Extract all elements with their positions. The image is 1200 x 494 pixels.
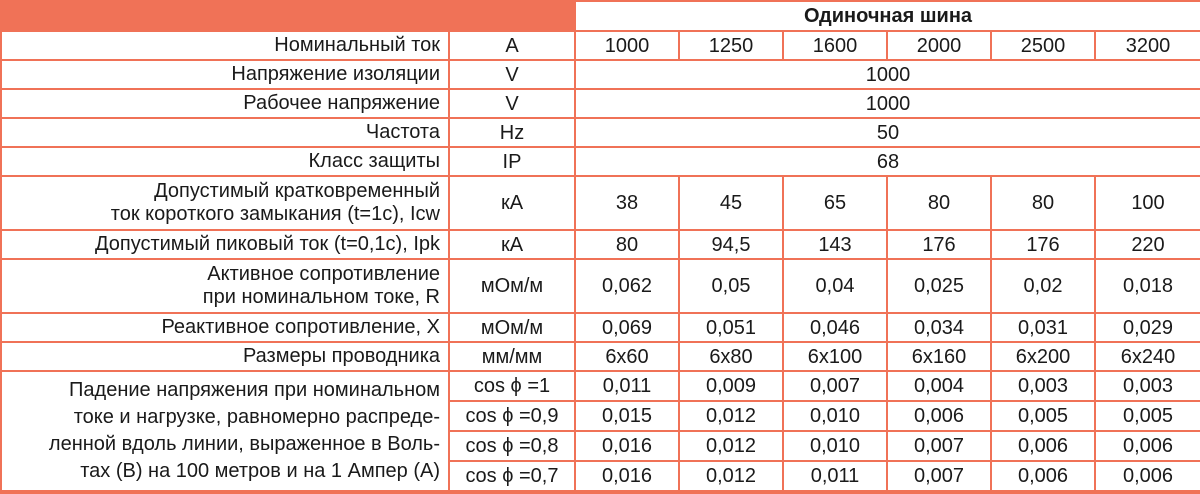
param-label: Рабочее напряжение	[1, 89, 449, 118]
value-cell: 0,010	[783, 401, 887, 431]
value-cell: 0,04	[783, 259, 887, 313]
voltage-drop-label-line: тах (В) на 100 метров и на 1 Ампер (А)	[80, 460, 440, 482]
value-cell: 0,006	[1095, 431, 1200, 461]
voltage-drop-row	[1, 371, 1200, 401]
unit-cell: IP	[449, 147, 575, 176]
value-cell: 0,016	[575, 431, 679, 461]
param-label-line: Активное сопротивление	[207, 263, 440, 285]
param-label: Реактивное сопротивление, X	[1, 313, 449, 342]
value-cell: 65	[783, 176, 887, 230]
voltage-drop-label-line: ленной вдоль линии, выраженное в Воль-	[48, 433, 440, 455]
param-label: Допустимый пиковый ток (t=0,1c), Ipk	[1, 230, 449, 259]
unit-cell: Hz	[449, 118, 575, 147]
value-cell: 0,012	[679, 401, 783, 431]
value-cell: 0,012	[679, 461, 783, 491]
cos-phi-cell: cos ϕ =0,9	[449, 401, 575, 431]
merged-value-cell: 50	[575, 118, 1200, 147]
value-cell: 2500	[991, 31, 1095, 60]
table-row	[1, 259, 1200, 313]
value-cell: 0,005	[991, 401, 1095, 431]
value-cell: 0,034	[887, 313, 991, 342]
value-cell: 0,011	[783, 461, 887, 491]
value-cell: 6x200	[991, 342, 1095, 371]
table-row	[1, 118, 1200, 147]
value-cell: 176	[991, 230, 1095, 259]
value-cell: 0,069	[575, 313, 679, 342]
unit-cell: мм/мм	[449, 342, 575, 371]
unit-cell: A	[449, 31, 575, 60]
value-cell: 0,006	[991, 461, 1095, 491]
unit-cell: мОм/м	[449, 313, 575, 342]
value-cell: 143	[783, 230, 887, 259]
value-cell: 6x80	[679, 342, 783, 371]
value-cell: 0,015	[575, 401, 679, 431]
value-cell: 0,02	[991, 259, 1095, 313]
value-cell: 80	[887, 176, 991, 230]
value-cell: 0,025	[887, 259, 991, 313]
param-label: Класс защиты	[1, 147, 449, 176]
value-cell: 0,003	[1095, 371, 1200, 401]
table-row	[1, 31, 1200, 60]
table-row	[1, 89, 1200, 118]
value-cell: 0,011	[575, 371, 679, 401]
value-cell: 0,006	[991, 431, 1095, 461]
merged-value-cell: 68	[575, 147, 1200, 176]
merged-value-cell: 1000	[575, 60, 1200, 89]
cos-phi-cell: cos ϕ =0,8	[449, 431, 575, 461]
value-cell: 0,018	[1095, 259, 1200, 313]
table-row	[1, 147, 1200, 176]
param-label-line: Допустимый кратковременный	[154, 180, 440, 202]
param-label: Номинальный ток	[1, 31, 449, 60]
group-title: Одиночная шина	[575, 1, 1200, 31]
value-cell: 0,004	[887, 371, 991, 401]
voltage-drop-label-line: токе и нагрузке, равномерно распреде-	[73, 406, 440, 428]
voltage-drop-label-line: Падение напряжения при номинальном	[69, 379, 440, 401]
header-blank	[1, 1, 575, 31]
param-label-line: при номинальном токе, R	[202, 286, 440, 308]
unit-cell: V	[449, 60, 575, 89]
unit-cell: V	[449, 89, 575, 118]
value-cell: 94,5	[679, 230, 783, 259]
value-cell: 0,010	[783, 431, 887, 461]
table-header-row	[1, 1, 1200, 31]
value-cell: 80	[991, 176, 1095, 230]
value-cell: 0,006	[1095, 461, 1200, 491]
param-label-line: ток короткого замыкания (t=1c), Icw	[110, 203, 440, 225]
value-cell: 0,007	[887, 431, 991, 461]
table-row	[1, 313, 1200, 342]
value-cell: 0,062	[575, 259, 679, 313]
value-cell: 2000	[887, 31, 991, 60]
value-cell: 0,051	[679, 313, 783, 342]
value-cell: 3200	[1095, 31, 1200, 60]
value-cell: 176	[887, 230, 991, 259]
value-cell: 100	[1095, 176, 1200, 230]
voltage-drop-label	[1, 371, 449, 491]
value-cell: 0,005	[1095, 401, 1200, 431]
value-cell: 6x60	[575, 342, 679, 371]
param-label	[1, 259, 449, 313]
value-cell: 0,012	[679, 431, 783, 461]
value-cell: 6x240	[1095, 342, 1200, 371]
value-cell: 6x100	[783, 342, 887, 371]
value-cell: 0,016	[575, 461, 679, 491]
value-cell: 1250	[679, 31, 783, 60]
table-row	[1, 60, 1200, 89]
value-cell: 0,05	[679, 259, 783, 313]
value-cell: 1600	[783, 31, 887, 60]
param-label: Размеры проводника	[1, 342, 449, 371]
value-cell: 0,007	[783, 371, 887, 401]
param-label	[1, 176, 449, 230]
merged-value-cell: 1000	[575, 89, 1200, 118]
param-label: Напряжение изоляции	[1, 60, 449, 89]
table-row	[1, 176, 1200, 230]
unit-cell: кА	[449, 176, 575, 230]
value-cell: 0,007	[887, 461, 991, 491]
value-cell: 38	[575, 176, 679, 230]
table-row	[1, 230, 1200, 259]
value-cell: 0,031	[991, 313, 1095, 342]
value-cell: 0,006	[887, 401, 991, 431]
value-cell: 0,029	[1095, 313, 1200, 342]
cos-phi-cell: cos ϕ =0,7	[449, 461, 575, 491]
value-cell: 220	[1095, 230, 1200, 259]
value-cell: 80	[575, 230, 679, 259]
param-label: Частота	[1, 118, 449, 147]
cos-phi-cell: cos ϕ =1	[449, 371, 575, 401]
value-cell: 0,009	[679, 371, 783, 401]
value-cell: 45	[679, 176, 783, 230]
unit-cell: мОм/м	[449, 259, 575, 313]
unit-cell: кА	[449, 230, 575, 259]
value-cell: 6x160	[887, 342, 991, 371]
value-cell: 0,003	[991, 371, 1095, 401]
table-row	[1, 342, 1200, 371]
value-cell: 0,046	[783, 313, 887, 342]
value-cell: 1000	[575, 31, 679, 60]
